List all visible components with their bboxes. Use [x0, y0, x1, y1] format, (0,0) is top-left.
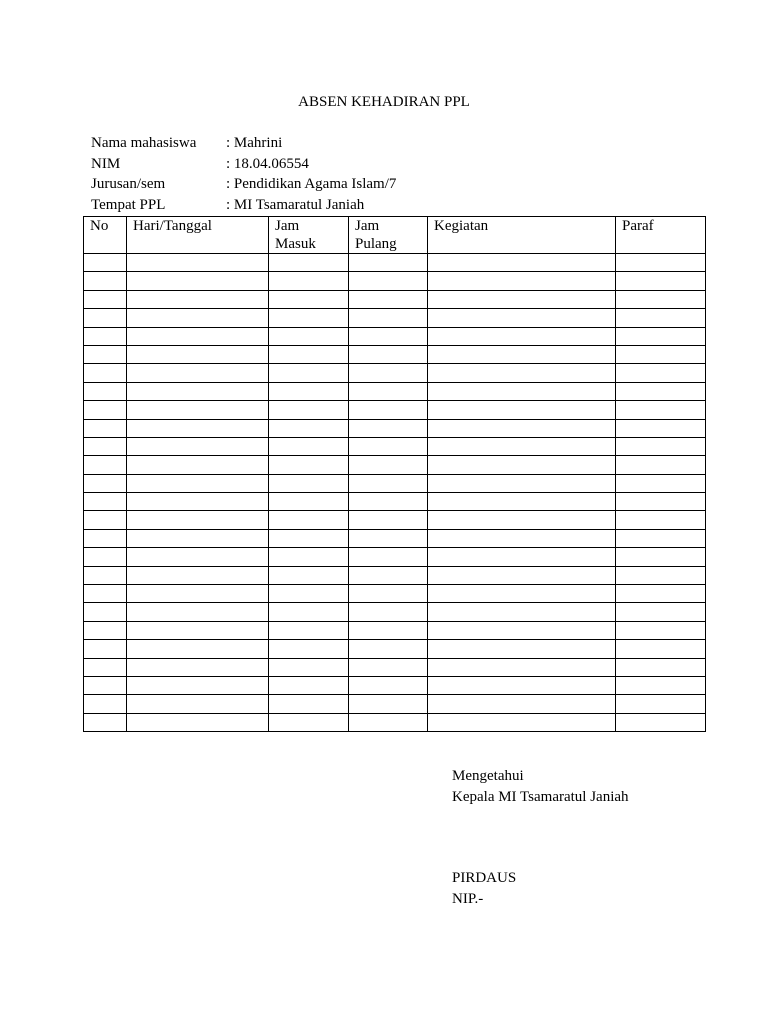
table-cell-jam-masuk[interactable]: [269, 566, 349, 584]
table-cell-jam-masuk[interactable]: [269, 327, 349, 345]
table-cell-paraf[interactable]: [616, 640, 706, 658]
table-row: [84, 474, 706, 492]
document-title: ABSEN KEHADIRAN PPL: [298, 94, 470, 110]
table-cell-kegiatan[interactable]: [428, 695, 616, 713]
info-label: Nama mahasiswa: [91, 135, 197, 151]
table-cell-no[interactable]: [84, 327, 127, 345]
table-cell-kegiatan[interactable]: [428, 345, 616, 363]
table-cell-no[interactable]: [84, 603, 127, 621]
info-label: Jurusan/sem: [91, 176, 166, 192]
info-row-jurusan: [91, 174, 396, 195]
table-cell-paraf[interactable]: [616, 548, 706, 566]
header-kegiatan: Kegiatan: [428, 217, 616, 254]
table-cell-jam-masuk[interactable]: [269, 713, 349, 731]
table-cell-jam-pulang[interactable]: [349, 511, 428, 529]
signature-space: [452, 807, 629, 868]
table-cell-hari-tanggal[interactable]: [127, 309, 269, 327]
table-cell-paraf[interactable]: [616, 493, 706, 511]
table-cell-hari-tanggal[interactable]: [127, 548, 269, 566]
table-cell-jam-pulang[interactable]: [349, 529, 428, 547]
table-cell-kegiatan[interactable]: [428, 401, 616, 419]
table-row: [84, 437, 706, 455]
table-row: [84, 529, 706, 547]
table-cell-hari-tanggal[interactable]: [127, 419, 269, 437]
table-cell-jam-pulang[interactable]: [349, 364, 428, 382]
table-cell-kegiatan[interactable]: [428, 658, 616, 676]
info-label: Tempat PPL: [91, 196, 166, 213]
table-row: [84, 401, 706, 419]
table-cell-no[interactable]: [84, 585, 127, 603]
table-cell-jam-masuk[interactable]: [269, 621, 349, 639]
table-cell-hari-tanggal[interactable]: [127, 713, 269, 731]
attendance-table: [83, 216, 706, 732]
table-cell-paraf[interactable]: [616, 713, 706, 731]
table-cell-kegiatan[interactable]: [428, 327, 616, 345]
table-cell-hari-tanggal[interactable]: [127, 676, 269, 694]
table-cell-jam-pulang[interactable]: [349, 566, 428, 584]
table-cell-jam-masuk[interactable]: [269, 437, 349, 455]
table-cell-no[interactable]: [84, 364, 127, 382]
table-cell-no[interactable]: [84, 345, 127, 363]
table-cell-jam-pulang[interactable]: [349, 272, 428, 290]
info-row-nim: [91, 154, 396, 175]
table-cell-jam-masuk[interactable]: [269, 272, 349, 290]
table-cell-no[interactable]: [84, 309, 127, 327]
table-cell-paraf[interactable]: [616, 566, 706, 584]
table-cell-paraf[interactable]: [616, 272, 706, 290]
table-row: [84, 621, 706, 639]
table-cell-hari-tanggal[interactable]: [127, 621, 269, 639]
table-cell-kegiatan[interactable]: [428, 382, 616, 400]
table-cell-hari-tanggal[interactable]: [127, 695, 269, 713]
table-cell-jam-pulang[interactable]: [349, 695, 428, 713]
table-cell-hari-tanggal[interactable]: [127, 511, 269, 529]
table-cell-no[interactable]: [84, 437, 127, 455]
info-row-tempat: [91, 195, 396, 216]
table-cell-no[interactable]: [84, 254, 127, 272]
table-cell-jam-pulang[interactable]: [349, 419, 428, 437]
table-row: [84, 382, 706, 400]
table-row: [84, 695, 706, 713]
info-value: : Pendidikan Agama Islam/7: [226, 176, 397, 192]
table-cell-kegiatan[interactable]: [428, 548, 616, 566]
table-cell-jam-pulang[interactable]: [349, 382, 428, 400]
table-cell-no[interactable]: [84, 695, 127, 713]
table-cell-jam-masuk[interactable]: [269, 309, 349, 327]
table-cell-paraf[interactable]: [616, 290, 706, 308]
table-cell-hari-tanggal[interactable]: [127, 345, 269, 363]
table-cell-jam-pulang[interactable]: [349, 658, 428, 676]
table-cell-jam-pulang[interactable]: [349, 437, 428, 455]
table-cell-paraf[interactable]: [616, 529, 706, 547]
table-header-row: [84, 217, 706, 254]
table-cell-jam-masuk[interactable]: [269, 695, 349, 713]
table-cell-jam-pulang[interactable]: [349, 621, 428, 639]
info-label: NIM: [91, 155, 121, 172]
table-cell-jam-pulang[interactable]: [349, 603, 428, 621]
table-cell-jam-masuk[interactable]: [269, 419, 349, 437]
table-cell-hari-tanggal[interactable]: [127, 640, 269, 658]
table-cell-no[interactable]: [84, 511, 127, 529]
table-row: [84, 254, 706, 272]
table-cell-kegiatan[interactable]: [428, 640, 616, 658]
table-cell-hari-tanggal[interactable]: [127, 272, 269, 290]
table-cell-kegiatan[interactable]: [428, 676, 616, 694]
table-row: [84, 309, 706, 327]
table-cell-jam-masuk[interactable]: [269, 585, 349, 603]
table-cell-hari-tanggal[interactable]: [127, 474, 269, 492]
table-cell-paraf[interactable]: [616, 309, 706, 327]
table-cell-hari-tanggal[interactable]: [127, 585, 269, 603]
table-row: [84, 511, 706, 529]
table-cell-jam-masuk[interactable]: [269, 382, 349, 400]
table-cell-jam-pulang[interactable]: [349, 456, 428, 474]
table-cell-kegiatan[interactable]: [428, 290, 616, 308]
table-cell-jam-pulang[interactable]: [349, 254, 428, 272]
table-cell-kegiatan[interactable]: [428, 419, 616, 437]
table-row: [84, 419, 706, 437]
table-cell-paraf[interactable]: [616, 327, 706, 345]
info-value: : MI Tsamaratul Janiah: [226, 196, 365, 213]
table-cell-no[interactable]: [84, 456, 127, 474]
table-cell-kegiatan[interactable]: [428, 474, 616, 492]
table-row: [84, 548, 706, 566]
table-body: [84, 254, 706, 732]
table-cell-kegiatan[interactable]: [428, 566, 616, 584]
table-cell-paraf[interactable]: [616, 585, 706, 603]
table-cell-hari-tanggal[interactable]: [127, 382, 269, 400]
table-cell-paraf[interactable]: [616, 603, 706, 621]
signature-block: [452, 766, 629, 909]
table-cell-jam-pulang[interactable]: [349, 345, 428, 363]
table-cell-jam-masuk[interactable]: [269, 254, 349, 272]
table-cell-paraf[interactable]: [616, 695, 706, 713]
table-cell-no[interactable]: [84, 640, 127, 658]
table-cell-jam-masuk[interactable]: [269, 456, 349, 474]
table-row: [84, 585, 706, 603]
table-cell-kegiatan[interactable]: [428, 585, 616, 603]
table-cell-kegiatan[interactable]: [428, 713, 616, 731]
table-cell-jam-pulang[interactable]: [349, 401, 428, 419]
table-cell-paraf[interactable]: [616, 474, 706, 492]
table-cell-paraf[interactable]: [616, 658, 706, 676]
table-cell-jam-pulang[interactable]: [349, 474, 428, 492]
table-cell-no[interactable]: [84, 529, 127, 547]
table-cell-kegiatan[interactable]: [428, 272, 616, 290]
table-cell-paraf[interactable]: [616, 621, 706, 639]
table-cell-jam-masuk[interactable]: [269, 493, 349, 511]
table-cell-paraf[interactable]: [616, 676, 706, 694]
table-cell-hari-tanggal[interactable]: [127, 364, 269, 382]
table-cell-jam-masuk[interactable]: [269, 290, 349, 308]
table-cell-paraf[interactable]: [616, 382, 706, 400]
table-row: [84, 345, 706, 363]
signature-nip: NIP.-: [452, 890, 484, 907]
table-cell-kegiatan[interactable]: [428, 493, 616, 511]
table-cell-jam-pulang[interactable]: [349, 676, 428, 694]
table-row: [84, 603, 706, 621]
table-cell-hari-tanggal[interactable]: [127, 254, 269, 272]
table-cell-no[interactable]: [84, 548, 127, 566]
table-cell-kegiatan[interactable]: [428, 603, 616, 621]
table-cell-hari-tanggal[interactable]: [127, 456, 269, 474]
table-cell-jam-pulang[interactable]: [349, 290, 428, 308]
table-cell-jam-masuk[interactable]: [269, 676, 349, 694]
table-cell-kegiatan[interactable]: [428, 309, 616, 327]
table-cell-jam-masuk[interactable]: [269, 511, 349, 529]
table-row: [84, 640, 706, 658]
table-cell-hari-tanggal[interactable]: [127, 658, 269, 676]
table-cell-jam-masuk[interactable]: [269, 529, 349, 547]
table-cell-jam-masuk[interactable]: [269, 640, 349, 658]
table-row: [84, 493, 706, 511]
signature-name: PIRDAUS: [452, 870, 517, 886]
table-cell-hari-tanggal[interactable]: [127, 401, 269, 419]
table-cell-no[interactable]: [84, 401, 127, 419]
table-row: [84, 364, 706, 382]
header-no: No: [84, 217, 127, 254]
table-cell-no[interactable]: [84, 419, 127, 437]
table-cell-hari-tanggal[interactable]: [127, 529, 269, 547]
table-cell-paraf[interactable]: [616, 437, 706, 455]
table-cell-no[interactable]: [84, 474, 127, 492]
table-cell-no[interactable]: [84, 676, 127, 694]
table-cell-paraf[interactable]: [616, 401, 706, 419]
table-cell-jam-pulang[interactable]: [349, 585, 428, 603]
table-cell-paraf[interactable]: [616, 456, 706, 474]
table-cell-jam-masuk[interactable]: [269, 548, 349, 566]
table-cell-kegiatan[interactable]: [428, 529, 616, 547]
header-paraf: Paraf: [616, 217, 706, 254]
table-cell-jam-pulang[interactable]: [349, 327, 428, 345]
table-cell-hari-tanggal[interactable]: [127, 493, 269, 511]
table-cell-no[interactable]: [84, 493, 127, 511]
table-cell-kegiatan[interactable]: [428, 456, 616, 474]
table-cell-jam-pulang[interactable]: [349, 713, 428, 731]
table-cell-jam-masuk[interactable]: [269, 474, 349, 492]
table-row: [84, 290, 706, 308]
table-cell-kegiatan[interactable]: [428, 621, 616, 639]
table-row: [84, 272, 706, 290]
signature-line1: Mengetahui: [452, 768, 524, 784]
table-cell-kegiatan[interactable]: [428, 364, 616, 382]
table-cell-hari-tanggal[interactable]: [127, 437, 269, 455]
table-cell-paraf[interactable]: [616, 254, 706, 272]
table-row: [84, 676, 706, 694]
table-cell-jam-masuk[interactable]: [269, 658, 349, 676]
table-cell-kegiatan[interactable]: [428, 511, 616, 529]
table-cell-kegiatan[interactable]: [428, 254, 616, 272]
table-row: [84, 566, 706, 584]
header-jam-pulang: Jam Pulang: [349, 217, 428, 254]
table-cell-jam-pulang[interactable]: [349, 493, 428, 511]
table-cell-hari-tanggal[interactable]: [127, 566, 269, 584]
table-cell-jam-pulang[interactable]: [349, 309, 428, 327]
table-cell-no[interactable]: [84, 290, 127, 308]
table-cell-jam-masuk[interactable]: [269, 345, 349, 363]
table-cell-hari-tanggal[interactable]: [127, 603, 269, 621]
table-cell-jam-pulang[interactable]: [349, 640, 428, 658]
table-cell-no[interactable]: [84, 621, 127, 639]
table-cell-hari-tanggal[interactable]: [127, 290, 269, 308]
table-cell-jam-masuk[interactable]: [269, 603, 349, 621]
student-info: [91, 133, 396, 215]
table-row: [84, 456, 706, 474]
table-cell-paraf[interactable]: [616, 419, 706, 437]
table-cell-paraf[interactable]: [616, 345, 706, 363]
info-row-nama: [91, 133, 396, 154]
table-cell-hari-tanggal[interactable]: [127, 327, 269, 345]
table-cell-no[interactable]: [84, 382, 127, 400]
signature-line2: Kepala MI Tsamaratul Janiah: [452, 788, 629, 805]
header-hari-tanggal: Hari/Tanggal: [127, 217, 269, 254]
table-row: [84, 713, 706, 731]
table-cell-no[interactable]: [84, 272, 127, 290]
table-cell-kegiatan[interactable]: [428, 437, 616, 455]
table-row: [84, 658, 706, 676]
table-cell-paraf[interactable]: [616, 511, 706, 529]
table-cell-no[interactable]: [84, 658, 127, 676]
info-value: : 18.04.06554: [226, 155, 309, 172]
table-cell-paraf[interactable]: [616, 364, 706, 382]
table-cell-no[interactable]: [84, 566, 127, 584]
table-cell-no[interactable]: [84, 713, 127, 731]
table-cell-jam-masuk[interactable]: [269, 364, 349, 382]
info-value: : Mahrini: [226, 135, 283, 151]
table-cell-jam-pulang[interactable]: [349, 548, 428, 566]
table-row: [84, 327, 706, 345]
table-cell-jam-masuk[interactable]: [269, 401, 349, 419]
header-jam-masuk: Jam Masuk: [269, 217, 349, 254]
